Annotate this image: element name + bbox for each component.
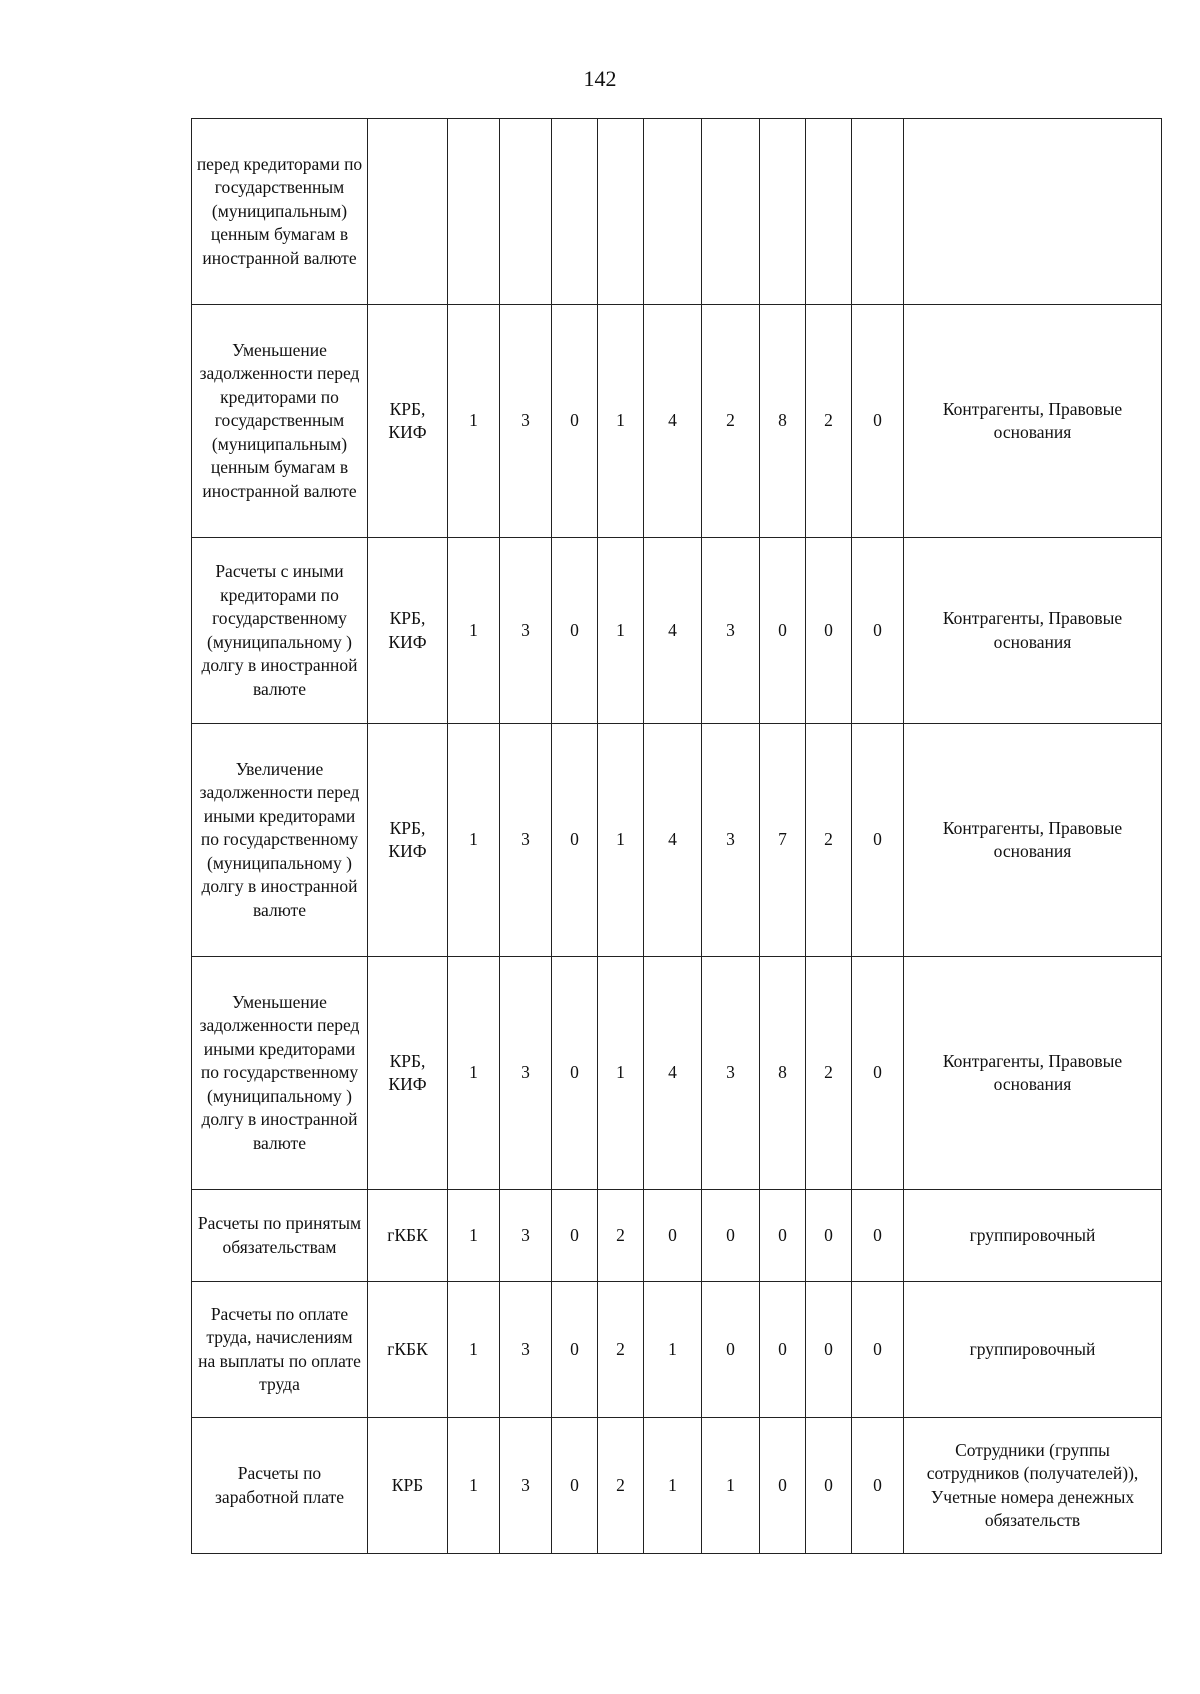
account-type-cell: КРБ, КИФ	[368, 957, 448, 1190]
account-code-digit-cell: 1	[448, 957, 500, 1190]
account-description-cell: Уменьшение задолженности перед кредиторами по государственным (муниципальным) ценным бумагам в иностранной валюте	[192, 305, 368, 538]
account-code-digit-cell: 3	[702, 538, 760, 724]
account-code-digit-cell: 0	[806, 1282, 852, 1418]
account-code-digit-cell	[500, 119, 552, 305]
account-code-digit-cell: 0	[702, 1282, 760, 1418]
table-row	[192, 538, 1162, 724]
table-row	[192, 1190, 1162, 1282]
account-type-cell: КРБ, КИФ	[368, 538, 448, 724]
account-code-digit-cell: 3	[500, 957, 552, 1190]
account-description-cell: Расчеты с иными кредиторами по государственному (муниципальному ) долгу в иностранной валюте	[192, 538, 368, 724]
account-code-digit-cell: 3	[500, 1282, 552, 1418]
account-code-digit-cell: 0	[552, 1418, 598, 1554]
account-code-digit-cell: 0	[806, 538, 852, 724]
account-code-digit-cell	[702, 119, 760, 305]
account-type-cell: КРБ	[368, 1418, 448, 1554]
account-description-cell: Расчеты по заработной плате	[192, 1418, 368, 1554]
analytics-basis-cell: группировочный	[904, 1282, 1162, 1418]
account-code-digit-cell: 0	[852, 1418, 904, 1554]
account-code-digit-cell: 0	[702, 1190, 760, 1282]
account-description-cell: Расчеты по принятым обязательствам	[192, 1190, 368, 1282]
account-code-digit-cell: 4	[644, 724, 702, 957]
account-description-cell: Увеличение задолженности перед иными кредиторами по государственному (муниципальному ) долгу в иностранной валюте	[192, 724, 368, 957]
account-type-cell: КРБ, КИФ	[368, 305, 448, 538]
account-code-digit-cell: 0	[760, 1190, 806, 1282]
analytics-basis-cell: Контрагенты, Правовые основания	[904, 538, 1162, 724]
account-code-digit-cell	[852, 119, 904, 305]
account-code-digit-cell: 3	[702, 724, 760, 957]
analytics-basis-cell: Сотрудники (группы сотрудников (получателей)), Учетные номера денежных обязательств	[904, 1418, 1162, 1554]
account-code-digit-cell: 0	[806, 1418, 852, 1554]
page-number: 142	[583, 66, 617, 91]
account-code-digit-cell: 1	[598, 538, 644, 724]
account-code-digit-cell: 1	[598, 305, 644, 538]
account-code-digit-cell: 4	[644, 957, 702, 1190]
account-code-digit-cell	[760, 119, 806, 305]
account-code-digit-cell: 0	[760, 538, 806, 724]
account-code-digit-cell	[644, 119, 702, 305]
account-code-digit-cell: 3	[500, 1190, 552, 1282]
account-code-digit-cell: 0	[760, 1418, 806, 1554]
account-code-digit-cell: 1	[448, 1190, 500, 1282]
account-code-digit-cell: 0	[552, 305, 598, 538]
account-code-digit-cell	[806, 119, 852, 305]
account-code-digit-cell: 3	[500, 1418, 552, 1554]
account-code-digit-cell	[552, 119, 598, 305]
account-code-digit-cell: 1	[448, 538, 500, 724]
account-code-digit-cell: 2	[806, 305, 852, 538]
account-code-digit-cell: 3	[500, 305, 552, 538]
account-code-digit-cell: 8	[760, 305, 806, 538]
account-code-digit-cell: 1	[598, 957, 644, 1190]
account-code-digit-cell: 0	[852, 1190, 904, 1282]
account-code-digit-cell: 4	[644, 538, 702, 724]
account-code-digit-cell: 0	[852, 724, 904, 957]
account-code-digit-cell: 0	[852, 538, 904, 724]
account-code-digit-cell: 0	[552, 1190, 598, 1282]
account-code-digit-cell: 1	[448, 1282, 500, 1418]
account-code-digit-cell: 4	[644, 305, 702, 538]
analytics-basis-cell: группировочный	[904, 1190, 1162, 1282]
account-description-cell: Уменьшение задолженности перед иными кредиторами по государственному (муниципальному ) долгу в иностранной валюте	[192, 957, 368, 1190]
account-code-digit-cell: 1	[644, 1418, 702, 1554]
account-code-digit-cell: 1	[448, 724, 500, 957]
table-body	[192, 119, 1162, 1554]
account-code-digit-cell	[448, 119, 500, 305]
account-code-digit-cell: 3	[500, 538, 552, 724]
account-code-digit-cell: 2	[702, 305, 760, 538]
analytics-basis-cell: Контрагенты, Правовые основания	[904, 724, 1162, 957]
account-code-digit-cell: 0	[806, 1190, 852, 1282]
account-code-digit-cell: 3	[702, 957, 760, 1190]
account-code-digit-cell: 0	[852, 957, 904, 1190]
account-code-digit-cell: 1	[644, 1282, 702, 1418]
account-code-digit-cell: 7	[760, 724, 806, 957]
analytics-basis-cell: Контрагенты, Правовые основания	[904, 305, 1162, 538]
account-description-cell: перед кредиторами по государственным (муниципальным) ценным бумагам в иностранной валюте	[192, 119, 368, 305]
analytics-basis-cell	[904, 119, 1162, 305]
account-code-digit-cell: 0	[644, 1190, 702, 1282]
table-row	[192, 1418, 1162, 1554]
account-code-digit-cell: 0	[852, 305, 904, 538]
account-code-digit-cell: 3	[500, 724, 552, 957]
account-code-digit-cell: 8	[760, 957, 806, 1190]
account-type-cell: гКБК	[368, 1190, 448, 1282]
account-code-digit-cell: 1	[448, 305, 500, 538]
account-code-digit-cell	[598, 119, 644, 305]
table-row	[192, 1282, 1162, 1418]
account-code-digit-cell: 2	[806, 957, 852, 1190]
account-code-digit-cell: 1	[702, 1418, 760, 1554]
account-code-digit-cell: 0	[552, 1282, 598, 1418]
account-table	[191, 118, 1162, 1554]
table-row	[192, 305, 1162, 538]
account-code-digit-cell: 2	[598, 1190, 644, 1282]
account-type-cell: гКБК	[368, 1282, 448, 1418]
account-code-digit-cell: 2	[806, 724, 852, 957]
account-type-cell	[368, 119, 448, 305]
account-code-digit-cell: 0	[852, 1282, 904, 1418]
account-description-cell: Расчеты по оплате труда, начислениям на выплаты по оплате труда	[192, 1282, 368, 1418]
account-code-digit-cell: 0	[552, 957, 598, 1190]
table-row	[192, 724, 1162, 957]
table-row	[192, 957, 1162, 1190]
account-code-digit-cell: 0	[760, 1282, 806, 1418]
account-code-digit-cell: 0	[552, 724, 598, 957]
analytics-basis-cell: Контрагенты, Правовые основания	[904, 957, 1162, 1190]
account-code-digit-cell: 2	[598, 1282, 644, 1418]
account-code-digit-cell: 1	[598, 724, 644, 957]
table-row	[192, 119, 1162, 305]
account-type-cell: КРБ, КИФ	[368, 724, 448, 957]
account-code-digit-cell: 0	[552, 538, 598, 724]
account-code-digit-cell: 2	[598, 1418, 644, 1554]
account-code-digit-cell: 1	[448, 1418, 500, 1554]
